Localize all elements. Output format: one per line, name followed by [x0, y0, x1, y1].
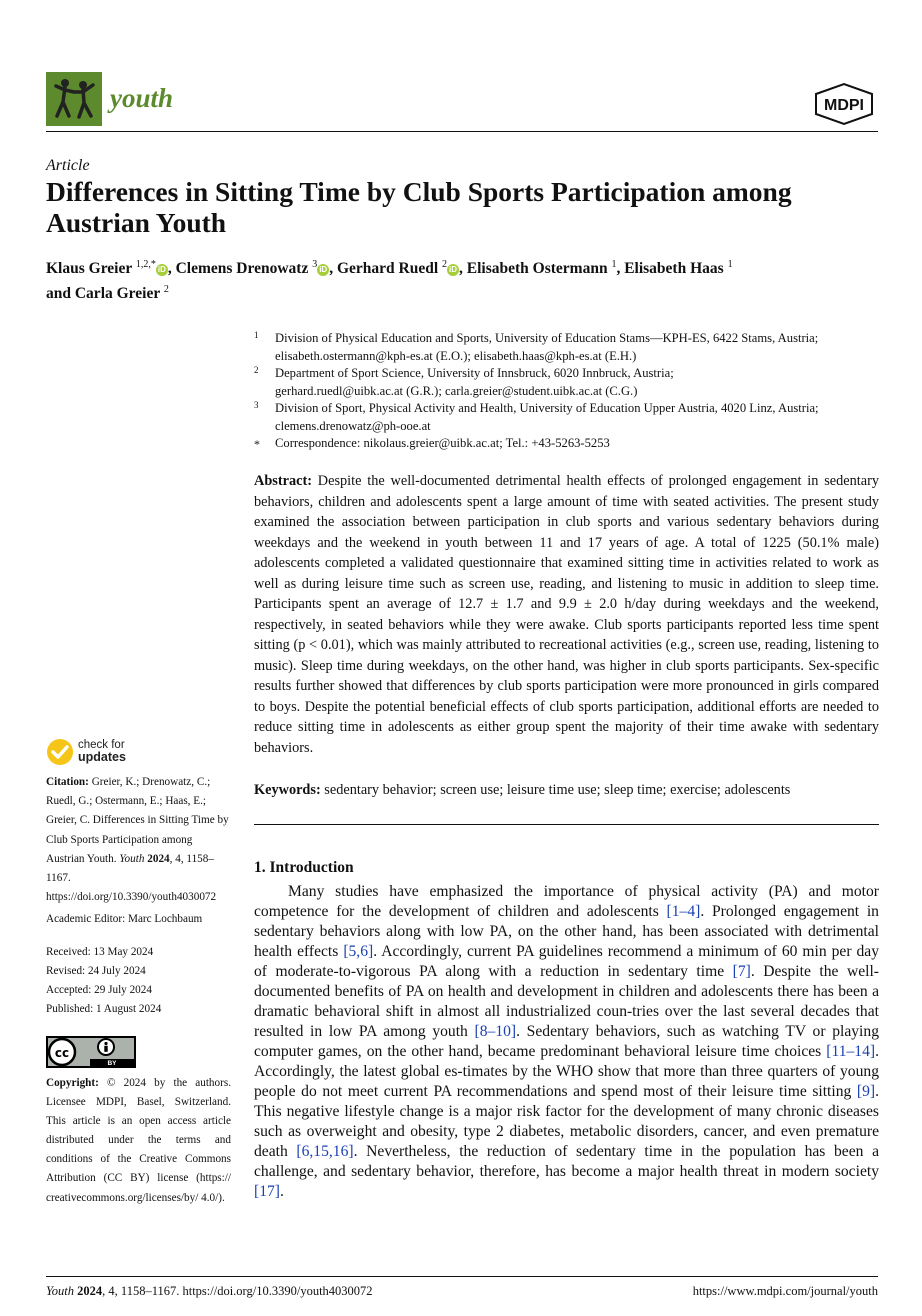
- publication-dates: [46, 943, 161, 1019]
- author-affiliation-marker: 3: [312, 259, 318, 270]
- intro-text: . Sedentary behaviors, such as watching TV or playing computer games, on the other hand, became predominant behavioral leisure time choices: [254, 1023, 879, 1060]
- citation-label: Citation:: [46, 776, 89, 788]
- affiliation-number: 3: [254, 400, 259, 410]
- author-list: Klaus Greier $^{1,2,*}$ iD , Clemens Drenowatz $^3$ iD , Gerhard Ruedl $^2$ iD , Elisabeth Ostermann $^1$, Elisabeth Haas $^1$ and Carla Greier $^2$: [46, 259, 733, 303]
- dancing-figures-icon: [46, 72, 102, 126]
- cc-by-label: BY: [107, 1060, 117, 1067]
- reference-link[interactable]: [1–4]: [666, 903, 701, 920]
- footer-year: 2024: [77, 1284, 103, 1298]
- intro-text: Many studies have emphasized the importance of physical activity (PA) and motor competence for the development of children and adolescents: [254, 883, 879, 920]
- orcid-icon[interactable]: iD: [449, 265, 458, 275]
- journal-name[interactable]: youth: [110, 83, 174, 113]
- copyright-text: © 2024 by the authors. Licensee MDPI, Basel, Switzerland. This article is an open access article distributed under the terms and conditions of the Creative Commons Attribution (CC BY) license (https:// creativecommons.org/licenses/by/ 4.0/).: [46, 1077, 231, 1204]
- orcid-icon[interactable]: iD: [157, 265, 166, 275]
- intro-text: . Accordingly, current PA guidelines recommend a minimum of 60 min per day of moderate-to-vigorous PA along with a reduction in sedentary time: [254, 943, 880, 980]
- section-divider: [254, 824, 879, 825]
- affiliation-emails[interactable]: elisabeth.ostermann@kph-es.at (E.O.); elisabeth.haas@kph-es.at (E.H.): [275, 348, 637, 363]
- abstract-text: Despite the well-documented detrimental health effects of prolonged engagement in sedentary behaviors, children and adolescents spent a large amount of time with seated activities. The present study examined the association between participation in club sports and various sedentary behaviors during weekdays and the weekend in youth between 11 and 17 years of age. A total of 1225 (50.1% male) adolescents completed a validated questionnaire that examined sitting time in activities related to work as well as during leisure time such as screen use, reading, and listening to music in addition to sleep time. Participants spent an average of 12.7 ± 1.7 and 9.9 ± 2.0 h/day during weekdays and the weekend, respectively, in seated behaviors while they were awake. Club sports participants reported less time spent sitting (p < 0.01), which was mainly attributed to recreational activities (e.g., screen use, reading, listening to music). Sleep time during weekdays, on the other hand, was higher in club sports participants. Sex-specific results further showed that differences by club sports participation were more pronounced in girls compared to boys. Despite the potential beneficial effects of club sports participation, additional efforts are needed to reduce sitting time in adolescents as either group spent the majority of their time awake with sedentary behaviors.: [254, 473, 879, 756]
- affiliation-item: [254, 330, 894, 365]
- citation-block: [46, 773, 231, 907]
- affiliation-line: Department of Sport Science, University of Innsbruck, 6020 Innbruck, Austria;: [275, 366, 674, 380]
- citation-year: 2024: [147, 852, 170, 865]
- academic-editor: Academic Editor: Marc Lochbaum: [46, 913, 203, 925]
- affiliation-number: 1: [254, 330, 259, 340]
- footer-divider: [46, 1276, 878, 1277]
- footer-doi[interactable]: , 4, 1158–1167. https://doi.org/10.3390/youth4030072: [102, 1284, 373, 1298]
- affiliation-line: Division of Physical Education and Sports, University of Education Stams—KPH-ES, 6422 Stams, Austria;: [275, 331, 819, 345]
- author-name[interactable]: Clemens Drenowatz: [175, 260, 313, 278]
- reference-link[interactable]: [9]: [856, 1083, 876, 1100]
- intro-text: . Despite the well-documented benefits of PA on health and development in children and adolescents there has been a dramatic behavioral shift in almost all industrialized coun-tries over the last several decades that resulted in low PA among youth: [254, 963, 879, 1040]
- check-for-updates-button[interactable]: [78, 739, 126, 763]
- author-affiliation-marker: 2: [442, 259, 448, 270]
- affiliation-line: Division of Sport, Physical Activity and Health, University of Education Upper Austria, 4020 Linz, Austria;: [275, 401, 819, 415]
- footer-journal-url[interactable]: https://www.mdpi.com/journal/youth: [692, 1284, 878, 1298]
- svg-text:cc: cc: [54, 1046, 70, 1060]
- copyright-label: Copyright:: [46, 1077, 99, 1089]
- footer-journal: Youth: [46, 1284, 75, 1298]
- affiliation-number: 2: [254, 365, 259, 375]
- cc-by-license-badge[interactable]: [46, 1036, 136, 1068]
- author-affiliation-marker: 1: [727, 259, 733, 270]
- affiliation-emails[interactable]: clemens.drenowatz@ph-ooe.at: [275, 418, 431, 433]
- author-name[interactable]: Elisabeth Ostermann: [466, 260, 612, 278]
- intro-text: . Accordingly, the latest global es-timates by the WHO show that more than three quarters of young people do not meet current PA recommendations and spend most of their leisure time sitting: [254, 1043, 879, 1100]
- citation-journal: Youth: [119, 852, 145, 865]
- intro-text: . Prolonged engagement in sedentary behaviors along with low PA, on the other hand, has been associated with detrimental health effects: [254, 903, 879, 960]
- received-date: Received: 13 May 2024: [46, 946, 154, 958]
- footer-citation: [46, 1284, 373, 1299]
- affiliation-item: [254, 400, 894, 435]
- abstract: [254, 471, 879, 758]
- correspondence: [254, 435, 894, 453]
- article-type: Article: [46, 157, 90, 174]
- article-title: Differences in Sitting Time by Club Sports Participation among Austrian Youth: [46, 176, 792, 238]
- keywords-label: Keywords:: [254, 782, 321, 798]
- reference-link[interactable]: [8–10]: [474, 1023, 517, 1040]
- abstract-label: Abstract:: [254, 473, 312, 489]
- mdpi-logo-icon: [810, 82, 878, 126]
- reference-link[interactable]: [17]: [254, 1183, 280, 1200]
- citation-text: Greier, K.; Drenowatz, C.; Ruedl, G.; Ostermann, E.; Haas, E.; Greier, C. Differences in Sitting Time by Club Sports Participation among Austrian Youth.: [46, 776, 229, 865]
- reference-link[interactable]: [5,6]: [343, 943, 374, 960]
- header-divider: [46, 131, 878, 132]
- author-name[interactable]: Gerhard Ruedl: [336, 260, 443, 278]
- intro-text: . This negative lifestyle change is a major risk factor for the development of many chronic diseases such as overweight and obesity, type 2 diabetes, metabolic disorders, cancer, and even premature death: [254, 1083, 879, 1160]
- published-date: Published: 1 August 2024: [46, 1003, 162, 1015]
- correspondence-text[interactable]: Correspondence: nikolaus.greier@uibk.ac.at; Tel.: +43-5263-5253: [275, 436, 610, 450]
- updates-label: updates: [78, 750, 126, 764]
- affiliations: [254, 330, 894, 453]
- author-name[interactable]: and Carla Greier: [46, 285, 164, 303]
- keywords-text: sedentary behavior; screen use; leisure time use; sleep time; exercise; adolescents: [324, 782, 791, 798]
- check-for-updates-icon[interactable]: [46, 738, 74, 766]
- author-name[interactable]: Klaus Greier: [46, 260, 136, 278]
- intro-text: . Nevertheless, the reduction of sedentary time in the population has been a challenge, and sedentary behavior, therefore, has become a major health threat in modern society: [254, 1143, 880, 1180]
- affiliation-emails[interactable]: gerhard.ruedl@uibk.ac.at (G.R.); carla.greier@student.uibk.ac.at (C.G.): [275, 383, 638, 398]
- intro-text: .: [279, 1183, 284, 1200]
- check-for-label: check for: [78, 739, 125, 751]
- reference-link[interactable]: [6,15,16]: [296, 1143, 354, 1160]
- reference-link[interactable]: [11–14]: [826, 1043, 876, 1060]
- journal-logo: [46, 72, 102, 126]
- keywords: [254, 780, 879, 800]
- introduction-paragraph: [254, 882, 879, 1202]
- reference-link[interactable]: [7]: [732, 963, 751, 980]
- copyright-notice: [46, 1074, 231, 1208]
- author-affiliation-marker: 1,2,*: [135, 259, 156, 270]
- author-affiliation-marker: 2: [163, 284, 169, 296]
- accepted-date: Accepted: 29 July 2024: [46, 984, 152, 996]
- revised-date: Revised: 24 July 2024: [46, 965, 146, 977]
- author-name[interactable]: Elisabeth Haas: [624, 260, 728, 278]
- publisher-name: MDPI: [824, 97, 864, 114]
- author-affiliation-marker: 1: [611, 259, 617, 270]
- section-heading-introduction: 1. Introduction: [254, 859, 354, 876]
- affiliation-item: [254, 365, 894, 400]
- publisher-logo[interactable]: [810, 82, 878, 126]
- citation-rest[interactable]: , 4, 1158–1167. https://doi.org/10.3390/youth4030072: [46, 852, 217, 904]
- correspondence-marker: *: [254, 437, 260, 451]
- orcid-icon[interactable]: iD: [319, 265, 328, 275]
